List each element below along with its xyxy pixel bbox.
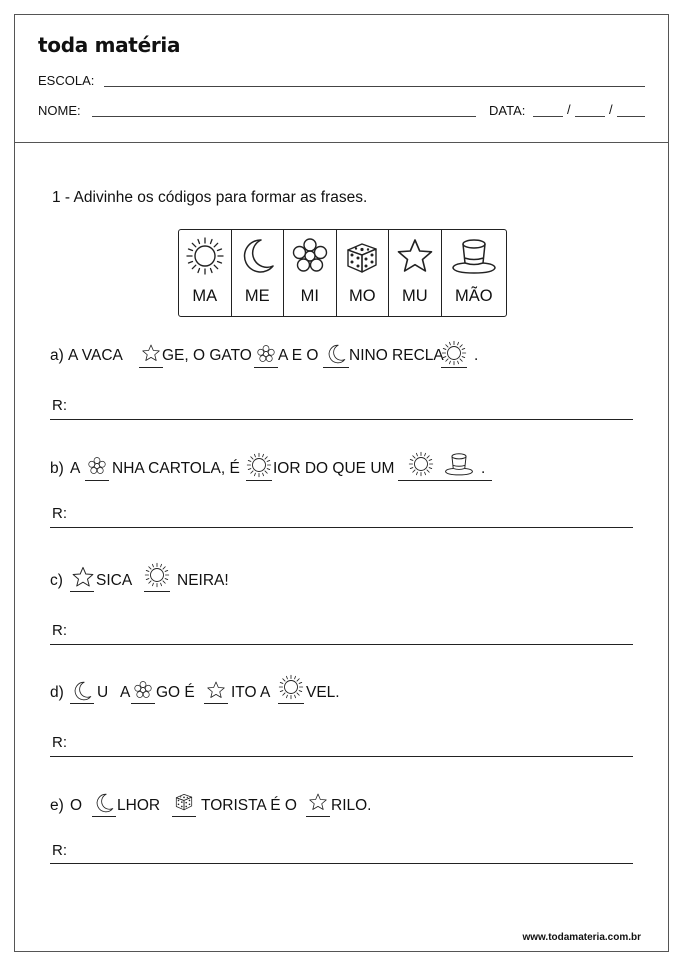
code-syllable: MA [192,287,218,305]
sun-icon [441,340,467,366]
date-year-field[interactable] [617,116,645,117]
answer-blank[interactable] [278,703,304,704]
answer-blank[interactable] [172,816,196,817]
answer-blank[interactable] [246,480,272,481]
answer-blank[interactable] [398,480,492,481]
footer-url: www.todamateria.com.br [522,932,641,943]
dice-icon [342,236,382,276]
date-separator: / [609,102,613,117]
flower-icon [87,456,107,476]
code-cell [337,230,390,316]
code-syllable: MU [401,287,428,305]
answer-line[interactable] [50,419,633,420]
sun-icon [185,236,225,276]
name-field[interactable] [92,116,476,117]
item-text: A VACA [68,347,123,364]
answer-line[interactable] [50,863,633,864]
date-day-field[interactable] [533,116,563,117]
code-syllable: MÃO [454,287,493,305]
answer-label: R: [52,842,67,859]
item-text: . [474,347,479,364]
star-icon [141,343,161,363]
code-cell [284,230,337,316]
answer-blank[interactable] [139,367,163,368]
item-text: TORISTA É O [201,797,297,814]
item-text: GE, O GATO [162,347,252,364]
item-text: . [481,460,486,477]
item-label: c) [50,572,63,589]
item-text: A E O [278,347,319,364]
item-text: U [97,684,109,701]
date-label: DATA: [489,103,526,118]
item-label: b) [50,460,64,477]
answer-blank[interactable] [131,703,155,704]
item-text: IOR DO QUE UM [273,460,395,477]
answer-line[interactable] [50,644,633,645]
item-text: NHA CARTOLA, É [112,460,240,477]
answer-line[interactable] [50,527,633,528]
star-icon [395,236,435,276]
star-icon [71,565,95,589]
code-syllable: MI [300,287,319,305]
answer-label: R: [52,622,67,639]
sun-icon [144,562,170,588]
moon-icon [325,343,347,365]
answer-label: R: [52,734,67,751]
answer-blank[interactable] [92,816,116,817]
code-cell [232,230,285,316]
flower-icon [256,344,276,364]
answer-line[interactable] [50,756,633,757]
answer-blank[interactable] [204,703,228,704]
star-icon [308,792,328,812]
brand-logo: toda matéria [38,33,181,57]
answer-blank[interactable] [144,591,170,592]
star-icon [206,680,226,700]
answer-blank[interactable] [254,367,278,368]
answer-blank[interactable] [85,480,109,481]
answer-blank[interactable] [306,816,330,817]
sun-icon [246,452,272,478]
item-label: d) [50,684,64,701]
code-syllable: ME [244,287,270,305]
answer-label: R: [52,505,67,522]
question-title: 1 - Adivinhe os códigos para formar as frases. [52,189,368,206]
answer-blank[interactable] [441,367,467,368]
code-cell [389,230,442,316]
answer-label: R: [52,397,67,414]
answer-blank[interactable] [70,703,94,704]
item-text: NINO RECLA [349,347,444,364]
flower-icon [290,236,330,276]
moon-icon [237,236,277,276]
item-text: A [70,460,81,477]
item-text: SICA [96,572,133,589]
item-text: LHOR [117,797,161,814]
item-text: RILO. [331,797,372,814]
item-text: VEL. [306,684,340,701]
flower-icon [133,680,153,700]
code-cell [179,230,232,316]
sun-icon [408,451,434,477]
code-table [178,229,507,317]
item-text: ITO A [231,684,271,701]
answer-blank[interactable] [70,591,94,592]
hat-icon [443,451,475,477]
school-field[interactable] [104,86,645,87]
header-separator [14,142,669,143]
school-label: ESCOLA: [38,73,95,88]
code-cell [442,230,506,316]
name-label: NOME: [38,103,81,118]
date-separator: / [567,102,571,117]
answer-blank[interactable] [323,367,349,368]
item-text: O [70,797,83,814]
date-month-field[interactable] [575,116,605,117]
sun-icon [278,674,304,700]
item-label: e) [50,797,64,814]
dice-icon [173,790,195,812]
moon-icon [93,792,115,814]
code-syllable: MO [349,287,376,305]
moon-icon [71,680,93,702]
item-text: A [120,684,131,701]
item-label: a) [50,347,64,364]
hat-icon [449,236,499,276]
item-text: NEIRA! [177,572,229,589]
item-text: GO É [156,684,195,701]
